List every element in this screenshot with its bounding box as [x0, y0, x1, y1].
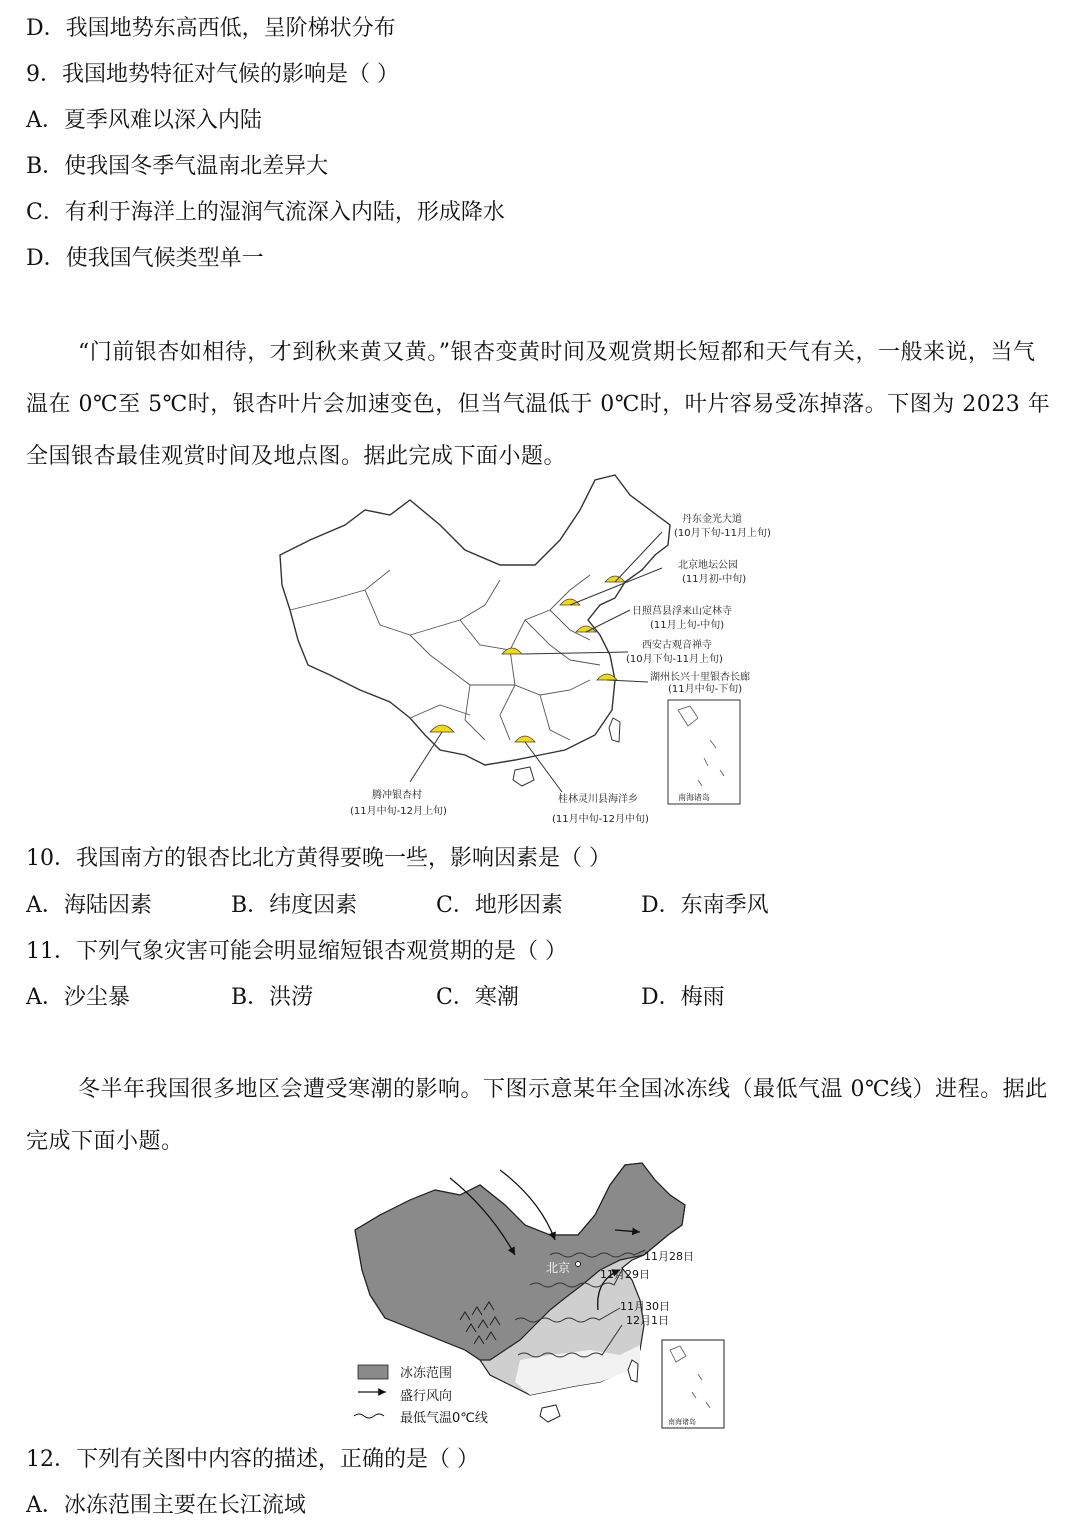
- label-tengchong-name: 腾冲银杏村: [372, 790, 422, 801]
- q11-option-d: D．梅雨: [641, 985, 725, 1010]
- q11-stem: 11．下列气象灾害可能会明显缩短银杏观赏期的是（ ）: [26, 939, 567, 964]
- label-xian-name: 西安古观音禅寺: [642, 640, 712, 651]
- passage-cold-wave: 冬半年我国很多地区会遭受寒潮的影响。下图示意某年全国冰冻线（最低气温 0℃线）进程。据此完成下面小题。: [26, 1077, 1048, 1154]
- q9-option-a: A．夏季风难以深入内陆: [26, 108, 262, 133]
- q11-options: [26, 983, 1026, 1013]
- q11-option-a: A．沙尘暴: [26, 985, 130, 1010]
- label-huzhou-name: 湖州长兴十里银杏长廊: [650, 672, 750, 683]
- q10-options: [26, 891, 1026, 921]
- south-china-sea-inset: [668, 700, 740, 804]
- beijing-dot: [576, 1262, 581, 1267]
- q11-option-b: B．洪涝: [231, 985, 314, 1010]
- q10-stem: 10．我国南方的银杏比北方黄得要晚一些，影响因素是（ ）: [26, 846, 611, 871]
- legend-frozen: 冰冻范围: [400, 1366, 453, 1381]
- label-beijing-time: (11月初-中旬): [682, 574, 747, 585]
- label-rizhao-time: (11月上旬-中旬): [650, 620, 725, 631]
- passage-ginkgo: “门前银杏如相待，才到秋来黄又黄。”银杏变黄时间及观赏期长短都和天气有关，一般来说，当气温在 0℃至 5℃时，银杏叶片会加速变色，但当气温低于 0℃时，叶片容易受冻掉落。下图为 2023 年全国银杏最佳观赏时间及地点图。据此完成下面小题。: [26, 340, 1051, 469]
- label-rizhao-name: 日照莒县浮来山定林寺: [632, 606, 732, 617]
- q10-option-c: C．地形因素: [436, 893, 563, 918]
- q10-option-b: B．纬度因素: [231, 893, 358, 918]
- ginkgo-viewing-map: [270, 470, 810, 830]
- q8-option-d: D．我国地势东高西低，呈阶梯状分布: [26, 16, 396, 41]
- legend-wind: 盛行风向: [400, 1389, 453, 1404]
- legend-freezing-line: [354, 1414, 384, 1418]
- q12-option-a: A．冰冻范围主要在长江流域: [26, 1493, 306, 1518]
- freezing-line-map: [350, 1160, 730, 1435]
- q11-option-c: C．寒潮: [436, 985, 519, 1010]
- label-beijing-name: 北京地坛公园: [678, 560, 738, 571]
- inset-label-2: 南海诸岛: [668, 1418, 696, 1426]
- date-label-4: 12月1日: [626, 1314, 669, 1327]
- city-label-beijing: 北京: [546, 1261, 571, 1275]
- inset-label-1: 南海诸岛: [678, 793, 710, 802]
- legend-frozen-swatch: [358, 1365, 388, 1379]
- label-dandong-time: (10月下旬-11月上旬): [674, 528, 771, 539]
- label-tengchong-time: (11月中旬-12月上旬): [350, 806, 447, 817]
- q9-option-b: B．使我国冬季气温南北差异大: [26, 154, 329, 179]
- q12-stem: 12．下列有关图中内容的描述，正确的是（ ）: [26, 1447, 479, 1472]
- label-guilin-name: 桂林灵川县海洋乡: [558, 794, 638, 805]
- date-label-3: 11月30日: [620, 1300, 670, 1313]
- label-huzhou-time: (11月中旬-下旬): [668, 684, 743, 695]
- date-label-1: 11月28日: [644, 1250, 694, 1263]
- date-label-2: 11月29日: [600, 1268, 650, 1281]
- q9-stem: 9．我国地势特征对气候的影响是（ ）: [26, 62, 399, 87]
- label-dandong-name: 丹东金光大道: [682, 514, 742, 525]
- q9-option-d: D．使我国气候类型单一: [26, 246, 264, 271]
- q10-option-d: D．东南季风: [641, 893, 769, 918]
- label-guilin-time: (11月中旬-12月中旬): [552, 814, 649, 825]
- q10-option-a: A．海陆因素: [26, 893, 152, 918]
- map-legend: [354, 1365, 488, 1426]
- legend-zero-line: 最低气温0℃线: [400, 1411, 488, 1426]
- q9-option-c: C．有利于海洋上的湿润气流深入内陆，形成降水: [26, 200, 505, 225]
- label-xian-time: (10月下旬-11月上旬): [626, 654, 723, 665]
- south-china-sea-inset-2: [662, 1340, 724, 1428]
